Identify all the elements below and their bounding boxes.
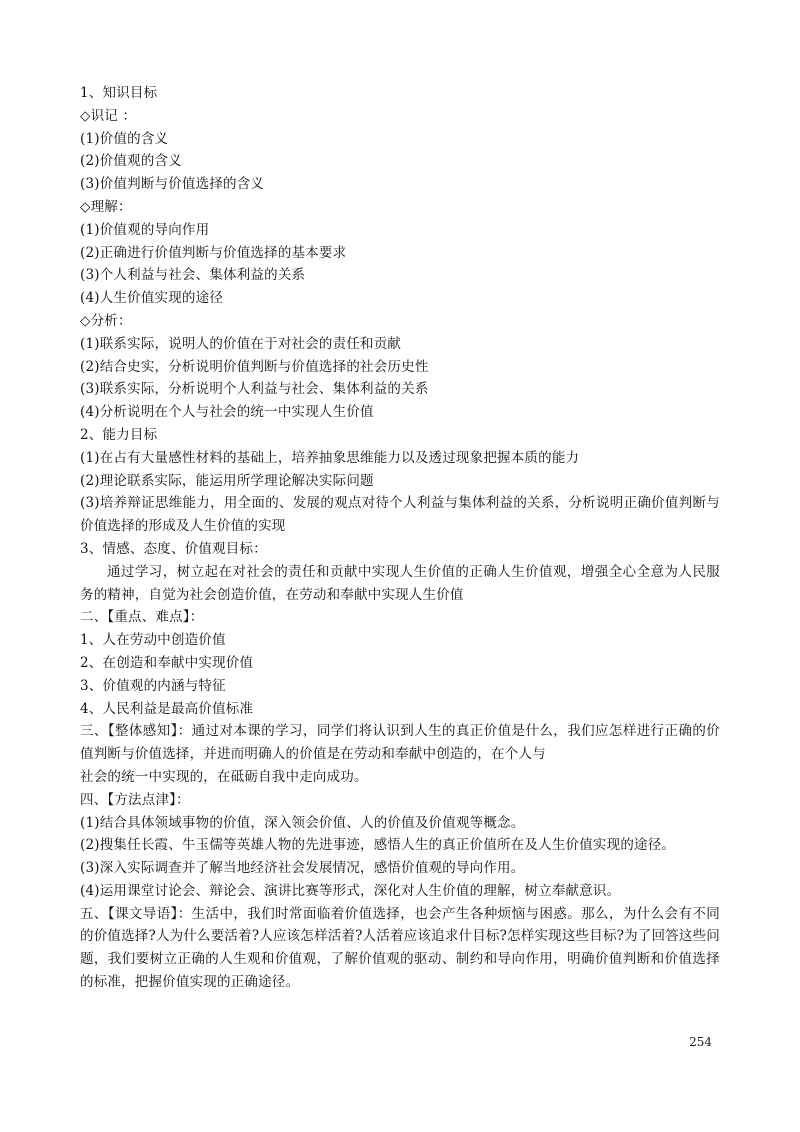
overall-perception-text: ：通过对本课的学习，同学们将认识到人生的真正价值是什么，我们应怎样进行正确的价值判断与价值选择，并进而明确人的价值是在劳动和奉献中创造的，在个人与: [80, 723, 720, 763]
memory-item: (3)价值判断与价值选择的含义: [80, 176, 265, 193]
method-item: (1)结合具体领域事物的价值，深入领会价值、人的价值及价值观等概念。: [80, 814, 525, 831]
memory-item: (2)价值观的含义: [80, 153, 182, 170]
memory-item: (1)价值的含义: [80, 130, 169, 147]
ability-item: (2)理论联系实际，能运用所学理论解决实际问题: [80, 472, 374, 489]
key-point-item: 3、价值观的内涵与特征: [80, 677, 226, 694]
method-item: (3)深入实际调查并了解当地经济社会发展情况，感悟价值观的导向作用。: [80, 860, 525, 877]
overall-perception-label: 三、【整体感知】: [80, 723, 178, 740]
method-heading: 四、【方法点津】：: [80, 791, 190, 808]
key-points-heading: 二、【重点、难点】：: [80, 609, 204, 626]
text-intro-paragraph: [80, 903, 720, 994]
analysis-item: (2)结合史实，分析说明价值判断与价值选择的社会历史性: [80, 358, 429, 375]
ability-item: (1)在占有大量感性材料的基础上，培养抽象思维能力以及透过现象把握本质的能力: [80, 449, 580, 466]
key-point-item: 1、人在劳动中创造价值: [80, 632, 226, 649]
analysis-heading: ◇分析：: [80, 312, 132, 329]
overall-perception-continuation: 社会的统一中实现的，在砥砺自我中走向成功。: [80, 768, 368, 785]
understanding-item: (2)正确进行价值判断与价值选择的基本要求: [80, 244, 347, 261]
understanding-item: (4)人生价值实现的途径: [80, 290, 224, 307]
method-item: (2)搜集任长霞、牛玉儒等英雄人物的先进事迹，感悟人生的真正价值所在及人生价值实现的途径。: [80, 837, 676, 854]
key-point-item: 2、在创造和奉献中实现价值: [80, 654, 254, 671]
text-intro-label: 五、【课文导语】: [80, 905, 178, 922]
knowledge-goals-heading: 1、知识目标: [80, 85, 158, 101]
analysis-item: (1)联系实际，说明人的价值在于对社会的责任和贡献: [80, 335, 402, 352]
overall-perception-paragraph: [80, 720, 720, 766]
ability-item: (3)培养辩证思维能力，用全面的、发展的观点对待个人利益与集体利益的关系，分析说明正确价值判断与价值选择的形成及人生价值的实现: [80, 495, 720, 535]
understanding-item: (1)价值观的导向作用: [80, 221, 210, 238]
understanding-item: (3)个人利益与社会、集体利益的关系: [80, 267, 306, 284]
document-body: [80, 82, 720, 994]
memory-heading: ◇识记 ：: [80, 107, 137, 124]
text-intro-text: ：生活中，我们时常面临着价值选择，也会产生各种烦恼与困惑。那么，为什么会有不同的价值选择?人为什么要活着?人应该怎样活着?人活着应该追求什目标?怎样实现这些目标?为了回答这些问题，我们要树立正确的人生观和价值观，了解价值观的驱动、制约和导向作用，明确价值判断和价值选择的标准，把握价值实现的正确途径。: [80, 905, 720, 991]
analysis-item: (3)联系实际，分析说明个人利益与社会、集体利益的关系: [80, 381, 429, 398]
page-number: 254: [689, 1035, 712, 1049]
analysis-item: (4)分析说明在个人与社会的统一中实现人生价值: [80, 404, 374, 421]
emotion-goals-text: 通过学习，树立起在对社会的责任和贡献中实现人生价值的正确人生价值观，增强全心全意为人民服务的精神，自觉为社会创造价值，在劳动和奉献中实现人生价值: [80, 563, 720, 603]
ability-goals-heading: 2、能力目标: [80, 426, 158, 443]
emotion-goals-heading: 3、情感、态度、价值观目标：: [80, 540, 267, 557]
understanding-heading: ◇理解：: [80, 198, 132, 215]
method-item: (4)运用课堂讨论会、辩论会、演讲比赛等形式，深化对人生价值的理解，树立奉献意识。: [80, 882, 621, 899]
key-point-item: 4、人民利益是最高价值标准: [80, 700, 254, 717]
